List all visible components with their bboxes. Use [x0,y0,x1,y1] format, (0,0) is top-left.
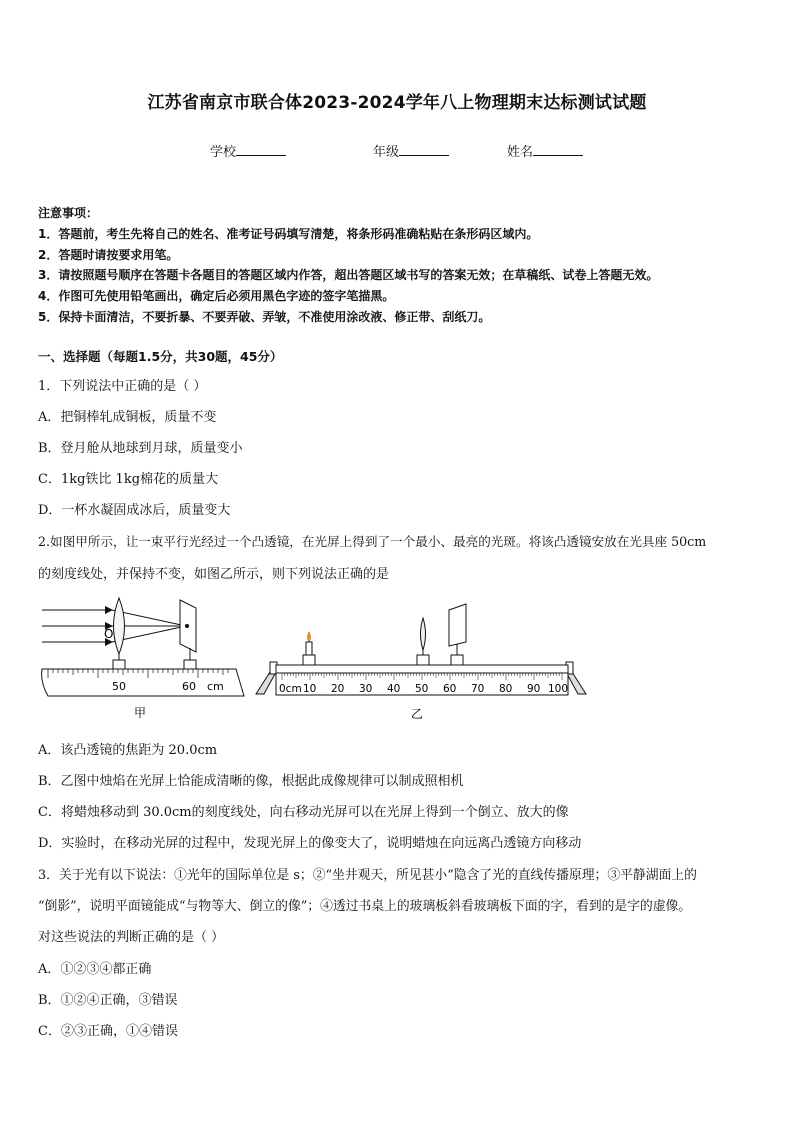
q3-stem-line2: “倒影”，说明平面镜能成“与物等大、倒立的像”；④透过书桌上的玻璃板斜看玻璃板下面的字，看到的是字的虚像。 [38,899,692,914]
focus-spot [185,624,189,628]
q3-stem-line3: 对这些说法的判断正确的是（ ） [38,930,225,945]
school-blank[interactable] [236,142,286,156]
q2-stem-line1: 2.如图甲所示，让一束平行光经过一个凸透镜，在光屏上得到了一个最小、最亮的光斑。将该凸透镜安放在光具座 50cm [38,534,707,549]
tick-label: 50 [415,683,429,695]
q2-option-b: B．乙图中烛焰在光屏上恰能成清晰的像，根据此成像规律可以制成照相机 [38,774,464,789]
light-screen [449,604,466,646]
grade-blank[interactable] [399,142,449,156]
q3-option-a: A．①②③④都正确 [38,962,152,977]
tick-label: 80 [499,683,513,695]
name-blank[interactable] [533,142,583,156]
tick-label: 0cm [279,683,302,695]
tick-label: 40 [387,683,401,695]
q3-option-c: C．②③正确，①④错误 [38,1024,178,1039]
page-title: 江苏省南京市联合体2023-2024学年八上物理期末达标测试试题 [147,93,647,113]
note-item: 4．作图可先使用铅笔画出，确定后必须用黑色字迹的签字笔描黑。 [38,289,395,303]
grade-field [373,141,449,160]
q1-option-a: A．把铜棒轧成铜板，质量不变 [38,410,217,425]
name-label: 姓名 [507,145,534,160]
bench-leg-right [566,672,586,694]
note-item: 1．答题前，考生先将自己的姓名、准考证号码填写清楚，将条形码准确粘贴在条形码区域内。 [38,227,539,241]
q2-option-d: D．实验时，在移动光屏的过程中，发现光屏上的像变大了，说明蜡烛在向远离凸透镜方向移动 [38,836,582,851]
school-label: 学校 [210,145,237,160]
tick-label: 30 [359,683,373,695]
figure-caption-jia: 甲 [134,706,147,720]
grade-label: 年级 [373,145,400,160]
tick-label: 50 [112,680,126,693]
candle [306,642,312,656]
q2-option-a: A．该凸透镜的焦距为 20.0cm [38,743,218,758]
q1-option-d: D．一杯水凝固成冰后，质量变大 [38,503,231,518]
section-heading: 一、选择题（每题1.5分，共30题，45分） [38,349,283,364]
bench-leg-left [256,672,276,694]
q1-stem: 1．下列说法中正确的是（ ） [38,379,207,394]
candle-flame [308,632,311,642]
tick-label: 90 [527,683,541,695]
optics-figure [0,590,794,730]
note-item: 3．请按照题号顺序在答题卡各题目的答题区域内作答，超出答题区域书写的答案无效；在草稿纸、试卷上答题无效。 [38,268,659,282]
q1-option-c: C．1kg铁比 1kg棉花的质量大 [38,472,219,487]
tick-label: 100 [548,683,569,695]
notes-heading: 注意事项： [38,206,99,220]
tick-label: 10 [303,683,317,695]
q3-option-b: B．①②④正确，③错误 [38,993,178,1008]
school-field [210,141,286,160]
q3-stem-line1: 3．关于光有以下说法：①光年的国际单位是 s；②“坐井观天，所见甚小”隐含了光的直线传播原理；③平静湖面上的 [38,868,697,883]
tick-label: cm [207,680,224,693]
tick-label: 60 [182,680,196,693]
figure-jia [42,598,244,720]
screen-holder [184,660,196,669]
tick-label: 60 [443,683,457,695]
note-item: 2．答题时请按要求用笔。 [38,248,179,262]
convex-lens [421,618,426,650]
figure-caption-yi: 乙 [411,707,424,721]
candle-holder [303,655,315,665]
lens-holder [113,660,125,669]
convex-lens [114,598,125,654]
bench-rail [276,665,568,673]
note-item: 5．保持卡面清洁，不要折暴、不要弄破、弄皱，不准使用涂改液、修正带、刮纸刀。 [38,310,491,324]
figure-yi [256,604,586,721]
screen-holder [451,655,463,665]
tick-label: 70 [471,683,485,695]
q2-stem-line2: 的刻度线处，并保持不变，如图乙所示，则下列说法正确的是 [38,567,390,582]
q2-option-c: C．将蜡烛移动到 30.0cm的刻度线处，向右移动光屏可以在光屏上得到一个倒立、放大的像 [38,805,569,820]
q1-option-b: B．登月舱从地球到月球，质量变小 [38,441,243,456]
lens-holder [417,655,429,665]
name-field [507,141,583,160]
tick-label: 20 [331,683,345,695]
lens-label: O [104,627,114,641]
